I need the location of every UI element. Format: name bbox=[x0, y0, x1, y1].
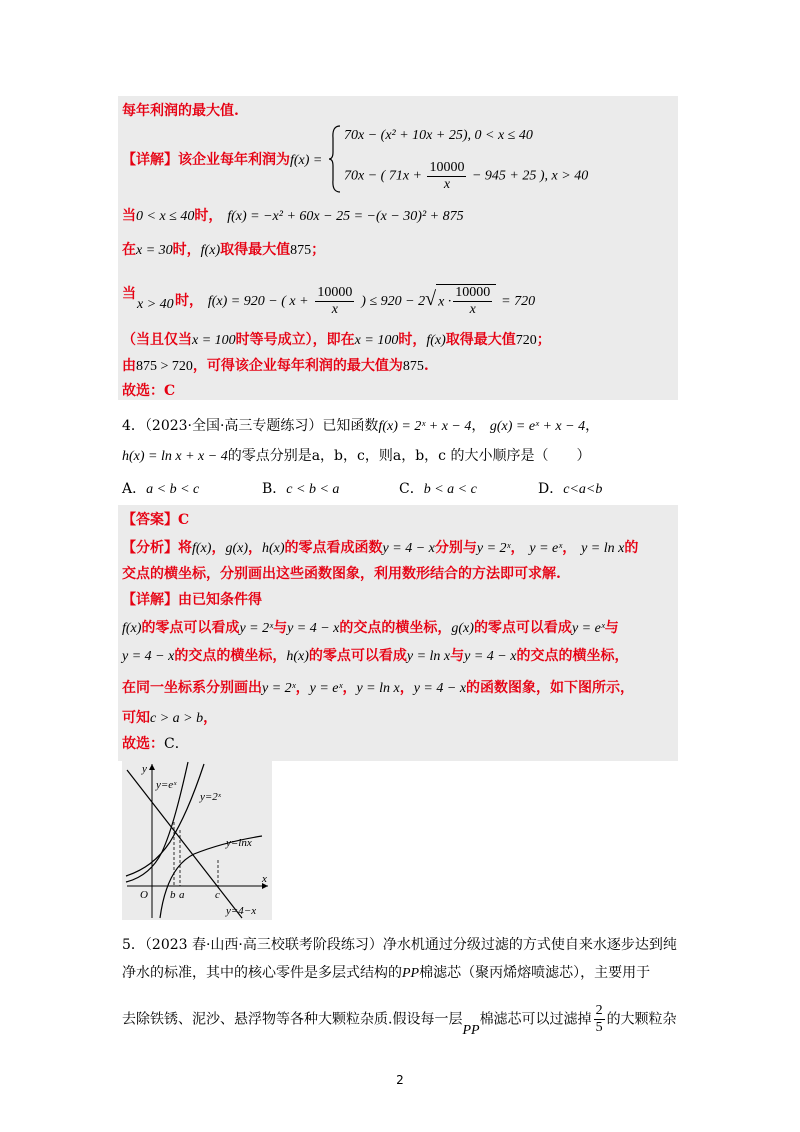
q4-detail-line-5 bbox=[122, 734, 189, 754]
q4-ana-b: f(x) bbox=[192, 541, 212, 556]
case2-num: 10000 bbox=[429, 160, 465, 175]
q4-stem-line-2 bbox=[122, 446, 590, 467]
q5-l3-a: 去除铁锈、泥沙、悬浮物等各种大颗粒杂质.假设每一层 bbox=[122, 1011, 463, 1028]
d1-j: 与 bbox=[604, 620, 619, 636]
piecewise-case-1 bbox=[344, 126, 533, 146]
l5-c: 时， bbox=[175, 293, 203, 309]
d1-d: 与 bbox=[273, 620, 288, 636]
q4-ana-n: y = ln x bbox=[581, 541, 625, 556]
q5-den: 5 bbox=[595, 1020, 603, 1035]
d3-e: ， bbox=[342, 680, 357, 696]
l4-a: 在 bbox=[122, 242, 136, 258]
y-axis-label: y bbox=[142, 763, 147, 775]
q4-answer-tag bbox=[122, 510, 189, 530]
label-c: c bbox=[215, 889, 220, 901]
q4-stem-a: 4．（2023·全国·高三专题练习）已知函数 bbox=[122, 418, 379, 434]
l6-h: 720 bbox=[515, 333, 537, 348]
l5-den1: x bbox=[331, 301, 339, 317]
q4-ana-tag: 【分析】 bbox=[122, 540, 178, 556]
l6-b: x = 100 bbox=[192, 333, 236, 348]
heading-text: 每年利润的最大值. bbox=[122, 103, 239, 119]
l7-b: 875 > 720 bbox=[136, 359, 193, 374]
l7-d: 875 bbox=[402, 359, 424, 374]
q4-ana-m: ， bbox=[562, 540, 577, 556]
q4-h-def: h(x) = ln x + x − 4 bbox=[122, 449, 228, 464]
l6-f: f(x) bbox=[426, 333, 446, 348]
q4-ana-l: y = eˣ bbox=[529, 541, 563, 556]
l5-sq-a: x · bbox=[438, 294, 452, 310]
label-b: b bbox=[170, 889, 176, 901]
q4-ana-c: ， bbox=[211, 540, 226, 556]
q4-ana-j: y = 2ˣ bbox=[476, 541, 511, 556]
l3-b: 0 < x ≤ 40 bbox=[136, 209, 195, 224]
y-axis-arrow-icon bbox=[149, 764, 155, 770]
d3-d: y = eˣ bbox=[309, 681, 343, 696]
answer-line-1 bbox=[122, 381, 175, 401]
l3-a: 当 bbox=[122, 208, 136, 224]
detail-line-5 bbox=[122, 284, 136, 304]
q4-ana-f: h(x) bbox=[261, 541, 285, 556]
detail-line-7 bbox=[122, 356, 429, 377]
d1-c: y = 2ˣ bbox=[239, 621, 274, 636]
q4-ana-a: 将 bbox=[178, 540, 192, 556]
l5-fraction-1 bbox=[315, 285, 354, 318]
l5-radicand bbox=[436, 284, 496, 318]
answer-text-1: 故选：C bbox=[122, 383, 176, 399]
d1-h: 的零点可以看成 bbox=[473, 620, 572, 636]
q4-detail-line-1 bbox=[122, 618, 619, 639]
l7-c: ，可得该企业每年利润的最大值为 bbox=[192, 358, 403, 374]
q4-ana-e: ， bbox=[247, 540, 262, 556]
l6-a: （当且仅当 bbox=[122, 332, 192, 348]
q5-num: 2 bbox=[595, 1003, 603, 1018]
q5-line-2 bbox=[122, 963, 650, 984]
d1-g: g(x) bbox=[451, 621, 474, 636]
option-a-label: A． bbox=[122, 481, 147, 497]
sqrt-icon: √ bbox=[425, 288, 437, 310]
d3-i: 的函数图象，如下图所示， bbox=[466, 680, 635, 696]
d5-a: 故选： bbox=[122, 736, 164, 752]
q4-sep: ， bbox=[471, 418, 486, 434]
fx-symbol: f(x) = bbox=[290, 153, 323, 168]
function-graph bbox=[122, 760, 272, 920]
d3-b: y = 2ˣ bbox=[262, 681, 296, 696]
l7-e: . bbox=[423, 358, 429, 374]
detail-line-5b bbox=[137, 294, 174, 315]
l6-c: 时等号成立），即在 bbox=[235, 332, 355, 348]
d2-a: y = 4 − x bbox=[122, 649, 175, 664]
l6-e: 时， bbox=[398, 332, 427, 348]
detail-tag: 【详解】 bbox=[122, 152, 178, 168]
case2-a: 70x − ( 71x + bbox=[344, 168, 422, 184]
q4-det-tag: 【详解】 bbox=[122, 592, 178, 608]
d1-b: 的零点可以看成 bbox=[141, 620, 240, 636]
piecewise-case-2 bbox=[344, 160, 588, 193]
option-a-value: a < b < c bbox=[146, 482, 200, 497]
label-ln: y=lnx bbox=[226, 837, 252, 849]
l3-d: f(x) = −x² + 60x − 25 = −(x − 30)² + 875 bbox=[227, 209, 464, 224]
d2-h: 的交点的横坐标， bbox=[516, 648, 629, 664]
q4-detail-line-2 bbox=[122, 646, 628, 667]
case2-b: − 945 + 25 ), x > 40 bbox=[471, 168, 589, 184]
label-line: y=4−x bbox=[226, 905, 257, 917]
d4-b: c > a > b bbox=[150, 711, 204, 726]
q4-analysis-line-2 bbox=[122, 564, 561, 584]
l4-e: 取得最大值 bbox=[220, 242, 291, 258]
graph-svg bbox=[122, 760, 272, 920]
option-c-label: C． bbox=[399, 481, 424, 497]
q5-line-1 bbox=[122, 935, 677, 955]
option-a[interactable] bbox=[122, 478, 199, 498]
detail-intro-line bbox=[122, 150, 322, 171]
d1-f: 的交点的横坐标， bbox=[339, 620, 452, 636]
d3-f: y = ln x bbox=[356, 681, 400, 696]
q4-stem-c: 的零点分别是a，b，c，则a，b，c 的大小顺序是（ ） bbox=[227, 448, 591, 464]
d4-a: 可知 bbox=[122, 710, 150, 726]
d2-b: 的交点的横坐标， bbox=[174, 648, 287, 664]
q4-stem-b: ， bbox=[585, 418, 600, 434]
d5-c: ． bbox=[174, 736, 189, 752]
option-d-value: c<a<b bbox=[563, 482, 603, 497]
l5-num1: 10000 bbox=[317, 284, 353, 300]
d5-b: C bbox=[164, 736, 175, 752]
label-a: a bbox=[179, 889, 185, 901]
l6-d: x = 100 bbox=[354, 333, 399, 348]
d1-a: f(x) bbox=[122, 621, 142, 636]
q4-analysis-line-1 bbox=[122, 538, 638, 559]
q4-ana-d: g(x) bbox=[225, 541, 248, 556]
q4-ans-tag: 【答案】C bbox=[122, 512, 190, 528]
q4-ana-g: 的零点看成函数 bbox=[284, 540, 383, 556]
q4-ana-i: 分别与 bbox=[434, 540, 477, 556]
q4-det-intro: 由已知条件得 bbox=[178, 592, 262, 608]
detail-line-6 bbox=[122, 330, 551, 351]
q5-l2-b: 棉滤芯（聚丙烯熔喷滤芯），主要用于 bbox=[419, 965, 651, 981]
l4-c: 时， bbox=[172, 242, 201, 258]
q5-l2-a: 净水的标准，其中的核心零件是多层式结构的 bbox=[122, 965, 402, 981]
option-c[interactable] bbox=[399, 478, 477, 498]
l5-f: = 720 bbox=[501, 294, 536, 309]
l4-b: x = 30 bbox=[136, 243, 173, 258]
option-b[interactable] bbox=[262, 478, 339, 498]
q4-ana-o: 的 bbox=[624, 540, 639, 556]
l5-fraction-2 bbox=[453, 285, 492, 318]
q4-detail-line-3 bbox=[122, 678, 634, 699]
d1-i: y = eˣ bbox=[571, 621, 605, 636]
q4-f-def: f(x) = 2ˣ + x − 4 bbox=[378, 419, 472, 434]
solution-heading bbox=[122, 101, 239, 121]
case2-den: x bbox=[443, 177, 451, 192]
l5-b: x > 40 bbox=[137, 297, 174, 312]
q5-line-3 bbox=[122, 1003, 677, 1036]
case1-text: 70x − (x² + 10x + 25), 0 < x ≤ 40 bbox=[344, 128, 533, 143]
piecewise-brace bbox=[328, 124, 342, 194]
l4-f: 875 bbox=[290, 243, 312, 258]
q5-l3-pp: PP bbox=[462, 1022, 480, 1038]
option-b-label: B． bbox=[262, 481, 287, 497]
l4-g: ； bbox=[311, 242, 326, 258]
d2-g: y = 4 − x bbox=[464, 649, 517, 664]
option-b-value: c < b < a bbox=[286, 482, 340, 497]
d3-g: ， bbox=[399, 680, 414, 696]
d4-c: ， bbox=[203, 710, 218, 726]
page-number: 2 bbox=[396, 1073, 404, 1087]
detail-line-3 bbox=[122, 206, 464, 227]
d3-a: 在同一坐标系分别画出 bbox=[122, 680, 262, 696]
l5-e: ) ≤ 920 − 2 bbox=[361, 294, 426, 309]
detail-intro: 该企业每年利润为 bbox=[178, 152, 290, 168]
l6-g: 取得最大值 bbox=[445, 332, 516, 348]
label-exp-e: y=eˣ bbox=[156, 779, 177, 791]
l4-d: f(x) bbox=[200, 243, 221, 258]
l5-den2: x bbox=[469, 302, 476, 317]
detail-line-4 bbox=[122, 240, 325, 261]
l5-num2: 10000 bbox=[455, 285, 491, 300]
case2-fraction bbox=[427, 160, 466, 193]
d3-c: ， bbox=[295, 680, 310, 696]
d1-e: y = 4 − x bbox=[287, 621, 340, 636]
l5-d: f(x) = 920 − ( x + bbox=[207, 294, 309, 309]
q5-l2-pp: PP bbox=[402, 966, 420, 981]
q4-ana-h: y = 4 − x bbox=[382, 541, 435, 556]
option-d-label: D． bbox=[538, 481, 564, 497]
d3-h: y = 4 − x bbox=[413, 681, 467, 696]
l6-i: ； bbox=[536, 332, 551, 348]
q4-detail-line-4 bbox=[122, 708, 217, 729]
d2-d: 的零点可以看成 bbox=[308, 648, 407, 664]
q4-detail-intro bbox=[122, 590, 262, 610]
q4-stem-line-1 bbox=[122, 416, 599, 437]
x-axis-label: x bbox=[262, 873, 267, 885]
q5-l3-c: 的大颗粒杂 bbox=[606, 1011, 677, 1028]
l3-c: 时， bbox=[194, 208, 223, 224]
q4-ana-line2: 交点的横坐标，分别画出这些函数图象，利用数形结合的方法即可求解. bbox=[122, 566, 561, 582]
option-c-value: b < a < c bbox=[423, 482, 477, 497]
q4-ana-k: ， bbox=[510, 540, 525, 556]
q5-l1: 5．（2023 春·山西·高三校联考阶段练习）净水机通过分级过滤的方式使自来水逐步达到纯 bbox=[122, 937, 677, 953]
l5-a: 当 bbox=[122, 286, 136, 302]
option-d[interactable] bbox=[538, 478, 602, 498]
q5-l3-b: 棉滤芯可以过滤掉 bbox=[479, 1011, 592, 1028]
origin-label: O bbox=[140, 889, 148, 901]
q4-g-def: g(x) = eˣ + x − 4 bbox=[489, 419, 586, 434]
d2-f: 与 bbox=[450, 648, 465, 664]
d2-c: h(x) bbox=[286, 649, 309, 664]
label-exp-2: y=2ˣ bbox=[200, 791, 221, 803]
d2-e: y = ln x bbox=[406, 649, 451, 664]
l7-a: 由 bbox=[122, 358, 136, 374]
q5-fraction bbox=[594, 1003, 605, 1036]
detail-line-5c bbox=[175, 284, 535, 318]
